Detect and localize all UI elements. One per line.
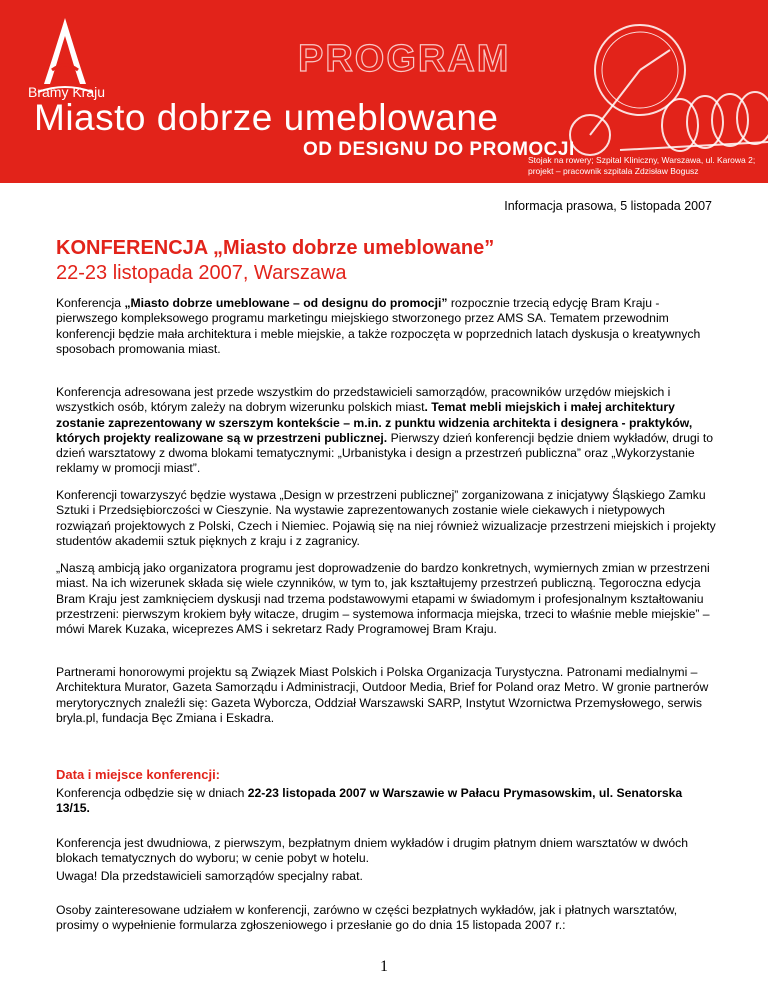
- photo-caption: [528, 155, 755, 177]
- paragraph-registration: Osoby zainteresowane udziałem w konferencji, zarówno w części bezpłatnych wykładów, jak i płatnych warsztatów, prosimy o wypełnienie formularza zgłoszeniowego i przesłanie go do dnia 15 listopada 2007 r.:: [56, 903, 678, 933]
- banner-title: Miasto dobrze umeblowane: [34, 97, 499, 138]
- caption-line-1: Stojak na rowery; Szpital Kliniczny, Warszawa, ul. Karowa 2;: [528, 155, 756, 165]
- paragraph-intro: Konferencja „Miasto dobrze umeblowane – od designu do promocji” rozpocznie trzecią edycję Bram Kraju - pierwszego kompleksowego programu marketingu miejskiego stworzonego przez AMS SA. Tematem przewodnim konferencji będzie mała architektura i meble miejskie, a także rozpoczęta w poprzednich latach dyskusja o kreatywnych sposobach promowania miast.: [56, 296, 701, 356]
- section-title: Data i miejsce konferencji:: [56, 767, 221, 782]
- header-banner: [0, 0, 768, 183]
- page-number: 1: [380, 958, 388, 975]
- headline: KONFERENCJA „Miasto dobrze umeblowane”: [56, 237, 495, 259]
- dateline: 22-23 listopada 2007, Warszawa: [56, 262, 347, 284]
- caption-line-2: projekt – pracownik szpitala Zdzisław Bogusz: [528, 166, 699, 176]
- program-label: PROGRAM: [298, 38, 511, 80]
- paragraph-audience: Konferencja adresowana jest przede wszystkim do przedstawicieli samorządów, pracowników urzędów miejskich i wszystkich osób, którym zależy na dobrym wizerunku polskich miast. Temat mebli miejskich i małej architektury zostanie zaprezentowany w szerszym kontekście – m.in. z punktu widzenia architekta i designera - praktyków, których projekty realizowane są w przestrzeni publicznej. Pierwszy dzień konferencji będzie dniem wykładów, drugi to dzień warsztatowy z dwoma blokami tematycznymi: „Urbanistyka i design a przestrzeń publiczna” oraz „Wykorzystanie reklamy w promocji miast”.: [56, 385, 714, 476]
- paragraph-quote: „Naszą ambicją jako organizatora programu jest doprowadzenie do bardzo konkretnych, wymiernych zmian w przestrzeni miast. Na ich wizerunek składa się wiele czynników, w tym to, jak kształtujemy przestrzeń publiczną. Tegoroczna edycja Bram Kraju jest zamknięciem dyskusji nad trzema podstawowymi etapami w świadomym i profesjonalnym kształtowaniu przestrzeni: pierwszym krokiem były witacze, drugim – systemowa informacja miejska, trzeci to właśnie meble miejskie” – mówi Marek Kuzaka, wiceprezes AMS i sekretarz Rady Programowej Bram Kraju.: [56, 561, 710, 637]
- paragraph-format: Konferencja jest dwudniowa, z pierwszym, bezpłatnym dniem wykładów i drugim płatnym dniem warsztatów w dwóch blokach tematycznych do wyboru; w cenie pobyt w hotelu.: [56, 836, 688, 866]
- paragraph-exhibition: Konferencji towarzyszyć będzie wystawa „Design w przestrzeni publicznej” zorganizowana z inicjatywy Śląskiego Zamku Sztuki i Przedsiębiorczości w Cieszynie. Na wystawie zaprezentowanych zostanie wiele ciekawych i nietypowych rozwiązań projektowych z Polski, Czech i Niemiec. Pojawią się na niej również wizualizacje przestrzeni miejskich i projekty studentów akademii sztuk pięknych z kraju i z zagranicy.: [56, 488, 716, 548]
- logo-text: Bramy Kraju: [28, 84, 106, 100]
- press-info: Informacja prasowa, 5 listopada 2007: [504, 199, 712, 213]
- banner-subtitle: OD DESIGNU DO PROMOCJI: [303, 139, 575, 160]
- paragraph-partners: Partnerami honorowymi projektu są Związek Miast Polskich i Polska Organizacja Turystyczna. Patronami medialnymi – Architektura Murator, Gazeta Samorządu i Administracji, Outdoor Media, Brief for Poland oraz Metro. W gronie partnerów merytorycznych znaleźli się: Gazeta Wyborcza, Oddział Warszawski SARP, Instytut Wzornictwa Przemysłowego, serwis bryla.pl, fundacja Bęc Zmiana i Eskadra.: [56, 665, 709, 725]
- paragraph-venue: Konferencja odbędzie się w dniach 22-23 listopada 2007 w Warszawie w Pałacu Prymasowskim, ul. Senatorska 13/15.: [56, 786, 683, 816]
- paragraph-discount: Uwaga! Dla przedstawicieli samorządów specjalny rabat.: [56, 869, 363, 883]
- bicycle-rack-icon: [520, 10, 768, 165]
